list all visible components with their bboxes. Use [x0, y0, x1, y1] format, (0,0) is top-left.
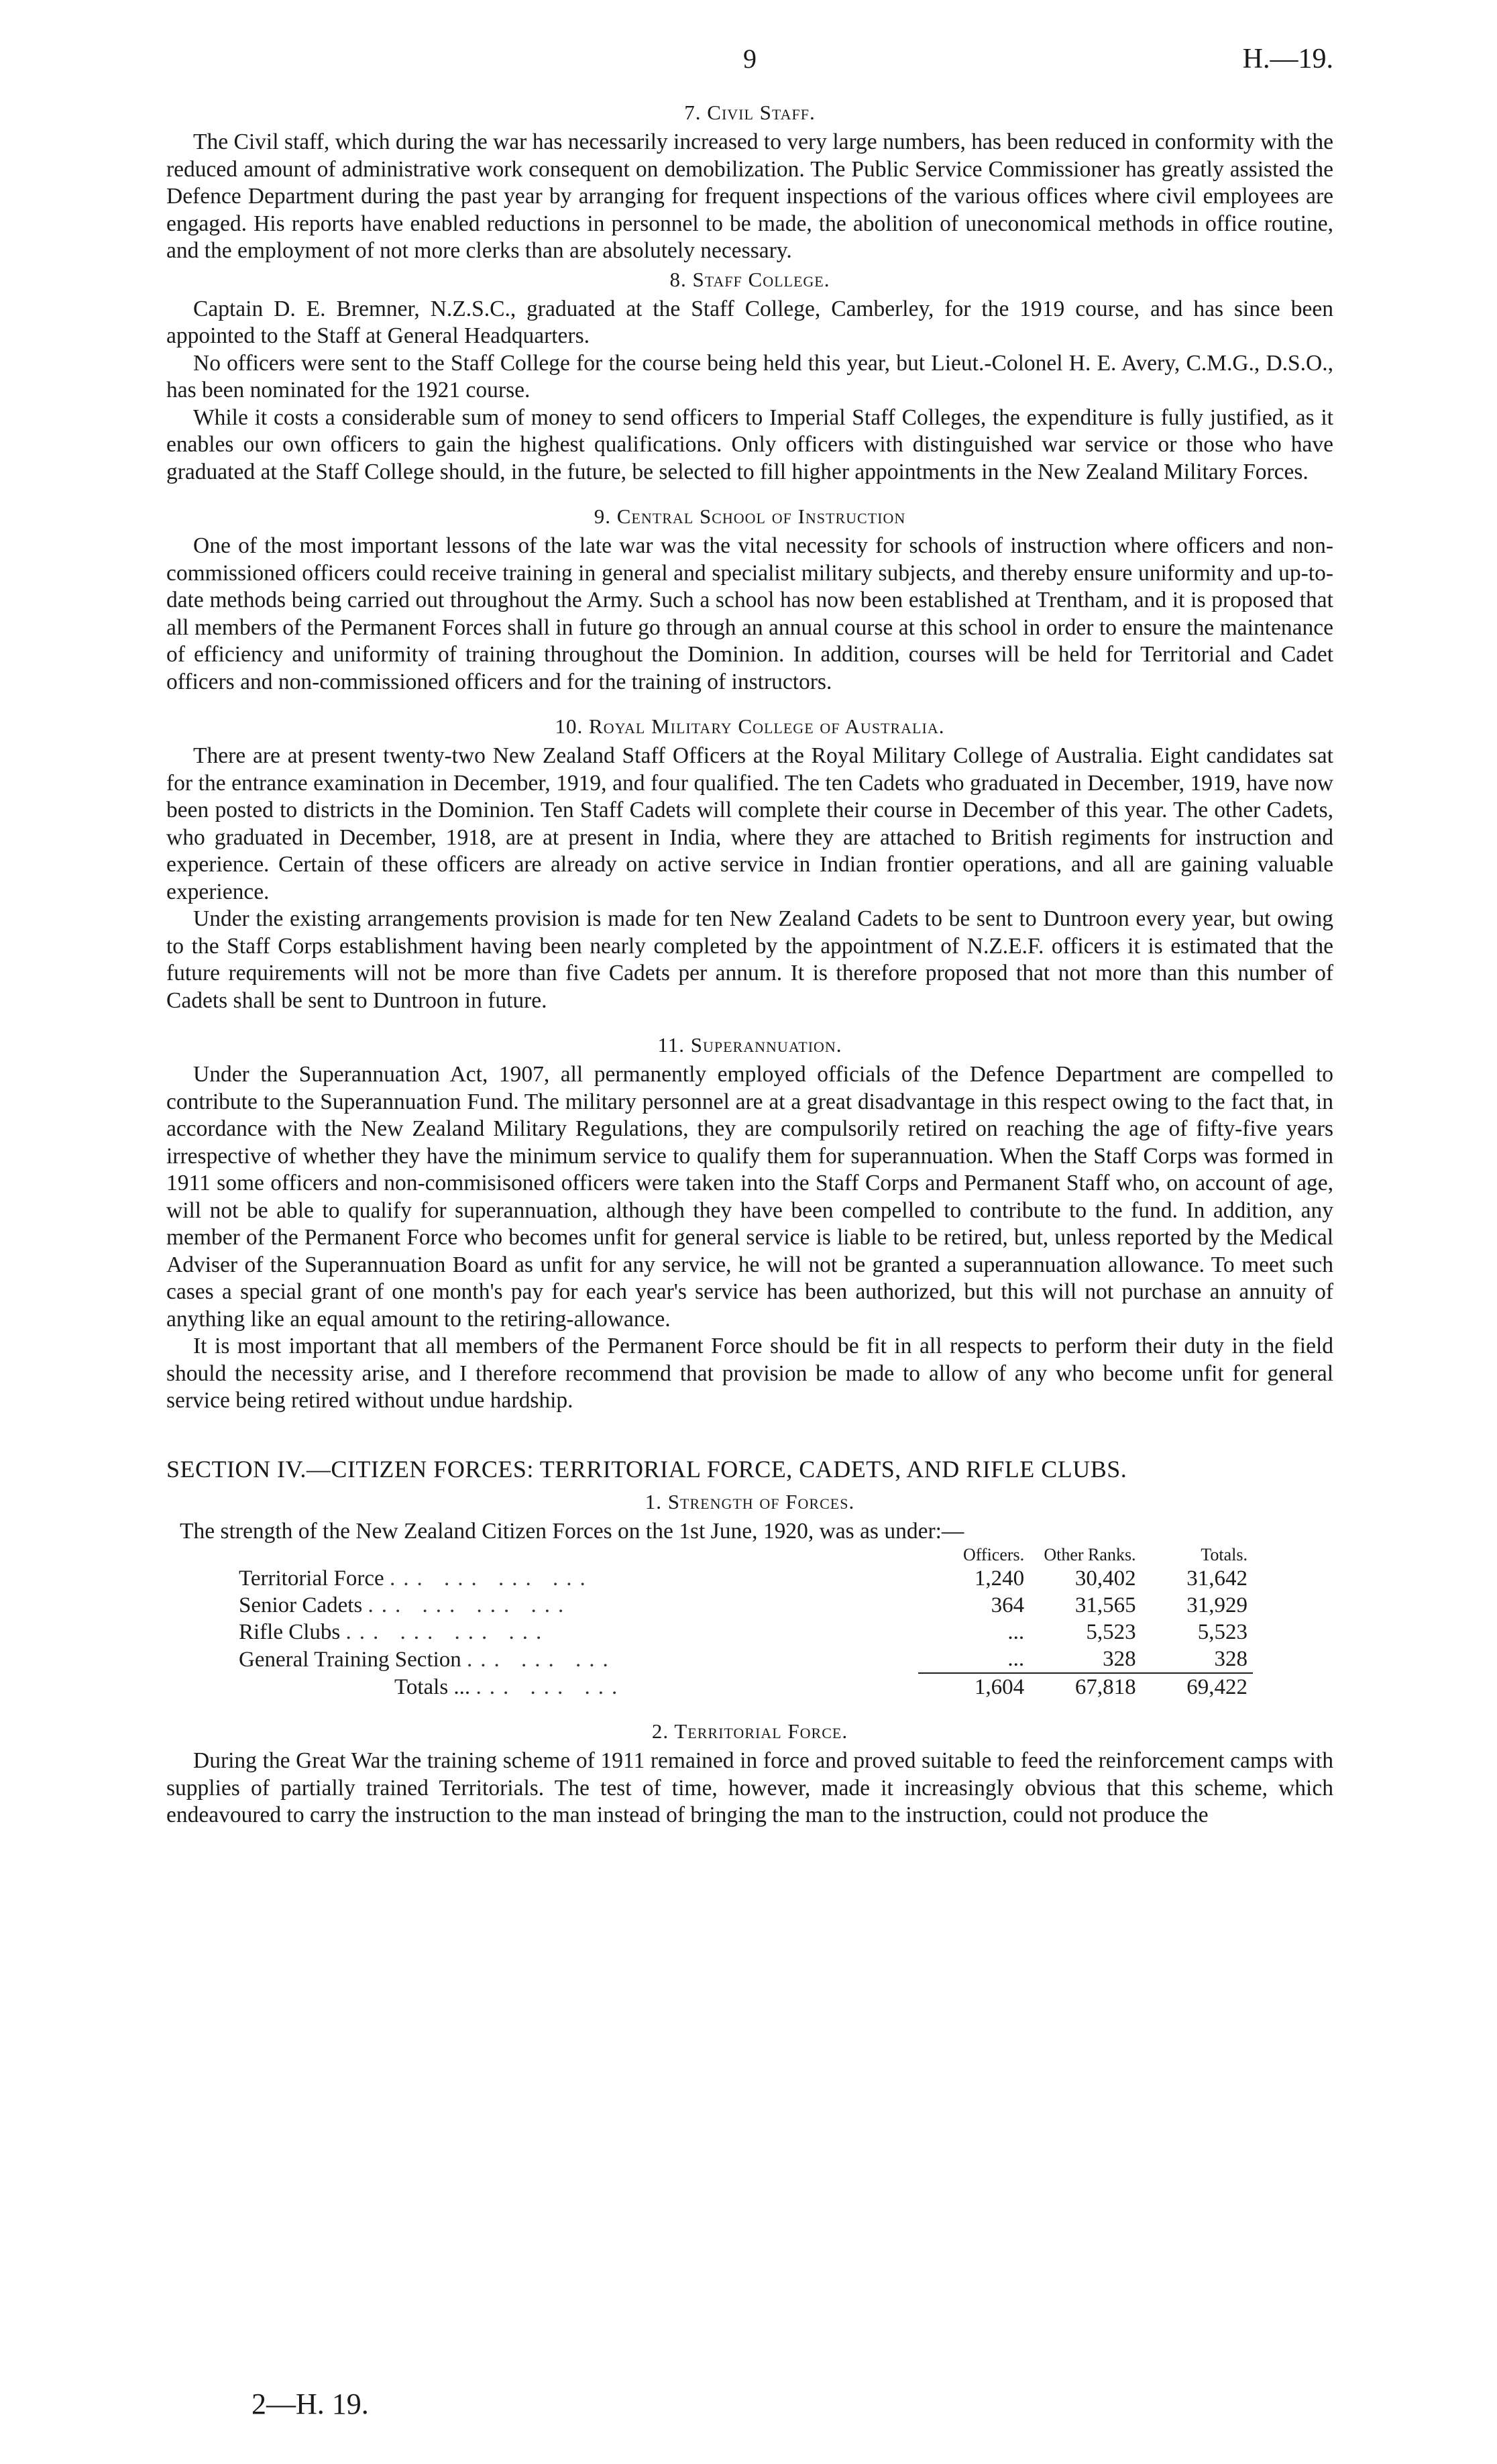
paragraph: There are at present twenty-two New Zealand Staff Officers at the Royal Military College of Australia. Eight candidates sat for the entrance examination in December, 1919, and four qualified. The ten Cadets who graduated in December, 1919, have now been posted to districts in the Dominion. Ten Staff Cadets will complete their course in December of this year. The other Cadets, who graduated in December, 1918, are at present in India, where they are attached to British regiments for instruction and experience. Certain of these officers are already on active service in Indian frontier operations, and all are gaining valuable experience. — [166, 743, 1333, 904]
cell-other-ranks: 328 — [1103, 1647, 1136, 1671]
cell-officers: 1,240 — [974, 1566, 1025, 1591]
cell-other-ranks: 30,402 — [1074, 1566, 1136, 1591]
section-heading-superannuation: 11. Superannuation. — [657, 1033, 842, 1057]
column-header-other-ranks: Other Ranks. — [1044, 1545, 1136, 1564]
leader-dots: ... ... ... ... — [389, 1566, 594, 1591]
section-iv-title: SECTION IV.—CITIZEN FORCES: TERRITORIAL FORCE, CADETS, AND RIFLE CLUBS. — [166, 1455, 1127, 1483]
totals-label: Totals ... — [394, 1674, 471, 1699]
section-heading-strength-of-forces: 1. Strength of Forces. — [645, 1489, 855, 1513]
totals-row — [233, 1673, 1253, 1701]
forces-strength-table — [233, 1545, 1253, 1701]
cell-officers: ... — [1007, 1647, 1025, 1671]
cell-officers: ... — [1007, 1620, 1025, 1644]
cell-totals: 5,523 — [1197, 1620, 1248, 1644]
paragraph: While it costs a considerable sum of money to send officers to Imperial Staff Colleges, the expenditure is fully justified, as it enables our own officers to gain the highest qualifications. Only officers with distinguished war service or those who have graduated at the Staff College should, in the future, be selected to fill higher appointments in the New Zealand Military Forces. — [166, 405, 1333, 484]
column-header-officers: Officers. — [962, 1545, 1025, 1564]
row-label: Rifle Clubs — [239, 1620, 341, 1644]
page-number: 9 — [743, 44, 757, 74]
leader-dots: ... ... ... — [467, 1647, 616, 1672]
total-other-ranks: 67,818 — [1030, 1673, 1141, 1701]
leader-dots: ... ... ... ... — [345, 1620, 550, 1644]
paragraph: One of the most important lessons of the late war was the vital necessity for schools of instruction where officers and non-commissioned officers could receive training in general and specialist military subjects, and thereby ensure uniformity and up-to-date methods being carried out throughout the Army. Such a school has now been established at Trentham, and it is proposed that all members of the Permanent Forces shall in future go through an annual course at this school in order to ensure the maintenance of efficiency and uniformity of training throughout the Dominion. In addition, courses will be held for Territorial and Cadet officers and non-commissioned officers and for the training of instructors. — [166, 533, 1333, 694]
paragraph: The Civil staff, which during the war has necessarily increased to very large numbers, has been reduced in conformity with the reduced amount of administrative work consequent on demobilization. The Public Service Commissioner has greatly assisted the Defence Department during the past year by arranging for frequent inspections of the various offices where civil employees are engaged. His reports have enabled reductions in personnel to be made, the abolition of uneconomical methods in office routine, and the employment of not more clerks than are absolutely necessary. — [166, 129, 1333, 263]
section-heading-civil-staff: 7. Civil Staff. — [684, 101, 816, 124]
section-heading-territorial-force: 2. Territorial Force. — [651, 1719, 848, 1743]
cell-other-ranks: 31,565 — [1074, 1593, 1136, 1617]
section-heading-central-school: 9. Central School of Instruction — [594, 504, 906, 528]
leader-dots: ... ... ... — [476, 1674, 626, 1699]
paragraph: It is most important that all members of the Permanent Force should be fit in all respects to perform their duty in the field should the necessity arise, and I therefore recommend that provision be made to allow of any who become unfit for general service being retired without undue hardship. — [166, 1334, 1333, 1413]
paragraph: Captain D. E. Bremner, N.Z.S.C., graduated at the Staff College, Camberley, for the 1919 course, and has since been appointed to the Staff at General Headquarters. — [166, 296, 1333, 348]
cell-totals: 31,929 — [1186, 1593, 1248, 1617]
table-row — [233, 1565, 1253, 1592]
table-row — [233, 1646, 1253, 1673]
signature-reference: 2—H. 19. — [252, 2388, 369, 2420]
section-heading-royal-military-college: 10. Royal Military College of Australia. — [555, 714, 945, 738]
page-body — [166, 101, 1333, 1829]
cell-totals: 328 — [1214, 1647, 1248, 1671]
table-row — [233, 1619, 1253, 1646]
document-reference: H.—19. — [1242, 44, 1333, 74]
row-label: Territorial Force — [239, 1566, 384, 1591]
paragraph: Under the existing arrangements provision is made for ten New Zealand Cadets to be sent to Duntroon every year, but owing to the Staff Corps establishment having been nearly completed by the appointment of N.Z.E.F. officers it is estimated that the future requirements will not be more than five Cadets per annum. It is therefore proposed that not more than this number of Cadets shall be sent to Duntroon in future. — [166, 906, 1333, 1013]
paragraph: No officers were sent to the Staff College for the course being held this year, but Lieut.-Colonel H. E. Avery, C.M.G., D.S.O., has been nominated for the 1921 course. — [166, 350, 1333, 403]
page-header — [166, 43, 1333, 83]
leader-dots: ... ... ... ... — [368, 1593, 572, 1617]
cell-officers: 364 — [991, 1593, 1025, 1617]
section-heading-staff-college: 8. Staff College. — [669, 267, 830, 291]
table-row — [233, 1592, 1253, 1619]
paragraph: During the Great War the training scheme of 1911 remained in force and proved suitable to feed the reinforcement camps with supplies of partially trained Territorials. The test of time, however, made it increasingly obvious that this scheme, which endeavoured to carry the instruction to the man instead of bringing the man to the instruction, could not produce the — [166, 1748, 1333, 1827]
row-label: General Training Section — [239, 1647, 461, 1672]
table-header-row — [233, 1545, 1253, 1565]
total-officers: 1,604 — [918, 1673, 1030, 1701]
row-label: Senior Cadets — [239, 1593, 363, 1617]
column-header-totals: Totals. — [1201, 1545, 1248, 1564]
cell-other-ranks: 5,523 — [1086, 1620, 1136, 1644]
cell-totals: 31,642 — [1186, 1566, 1248, 1591]
grand-total: 69,422 — [1142, 1673, 1253, 1701]
table-intro: The strength of the New Zealand Citizen Forces on the 1st June, 1920, was as under:— — [180, 1518, 964, 1544]
paragraph: Under the Superannuation Act, 1907, all permanently employed officials of the Defence Department are compelled to contribute to the Superannuation Fund. The military personnel are at a great disadvantage in this respect owing to the fact that, in accordance with the New Zealand Military Regulations, they are compulsorily retired on reaching the age of fifty-five years irrespective of whether they have the minimum service to qualify them for superannuation. When the Staff Corps was formed in 1911 some officers and non-commisisoned officers were taken into the Staff Corps and Permanent Staff who, on account of age, will not be able to qualify for superannuation, although they have been compelled to contribute to the fund. In addition, any member of the Permanent Force who becomes unfit for general service is liable to be retired, but, unless reported by the Medical Adviser of the Superannuation Board as unfit for any service, he will not be granted a superannuation allowance. To meet such cases a special grant of one month's pay for each year's service has been authorized, but this will not purchase an annuity of anything like an equal amount to the retiring-allowance. — [166, 1062, 1333, 1332]
